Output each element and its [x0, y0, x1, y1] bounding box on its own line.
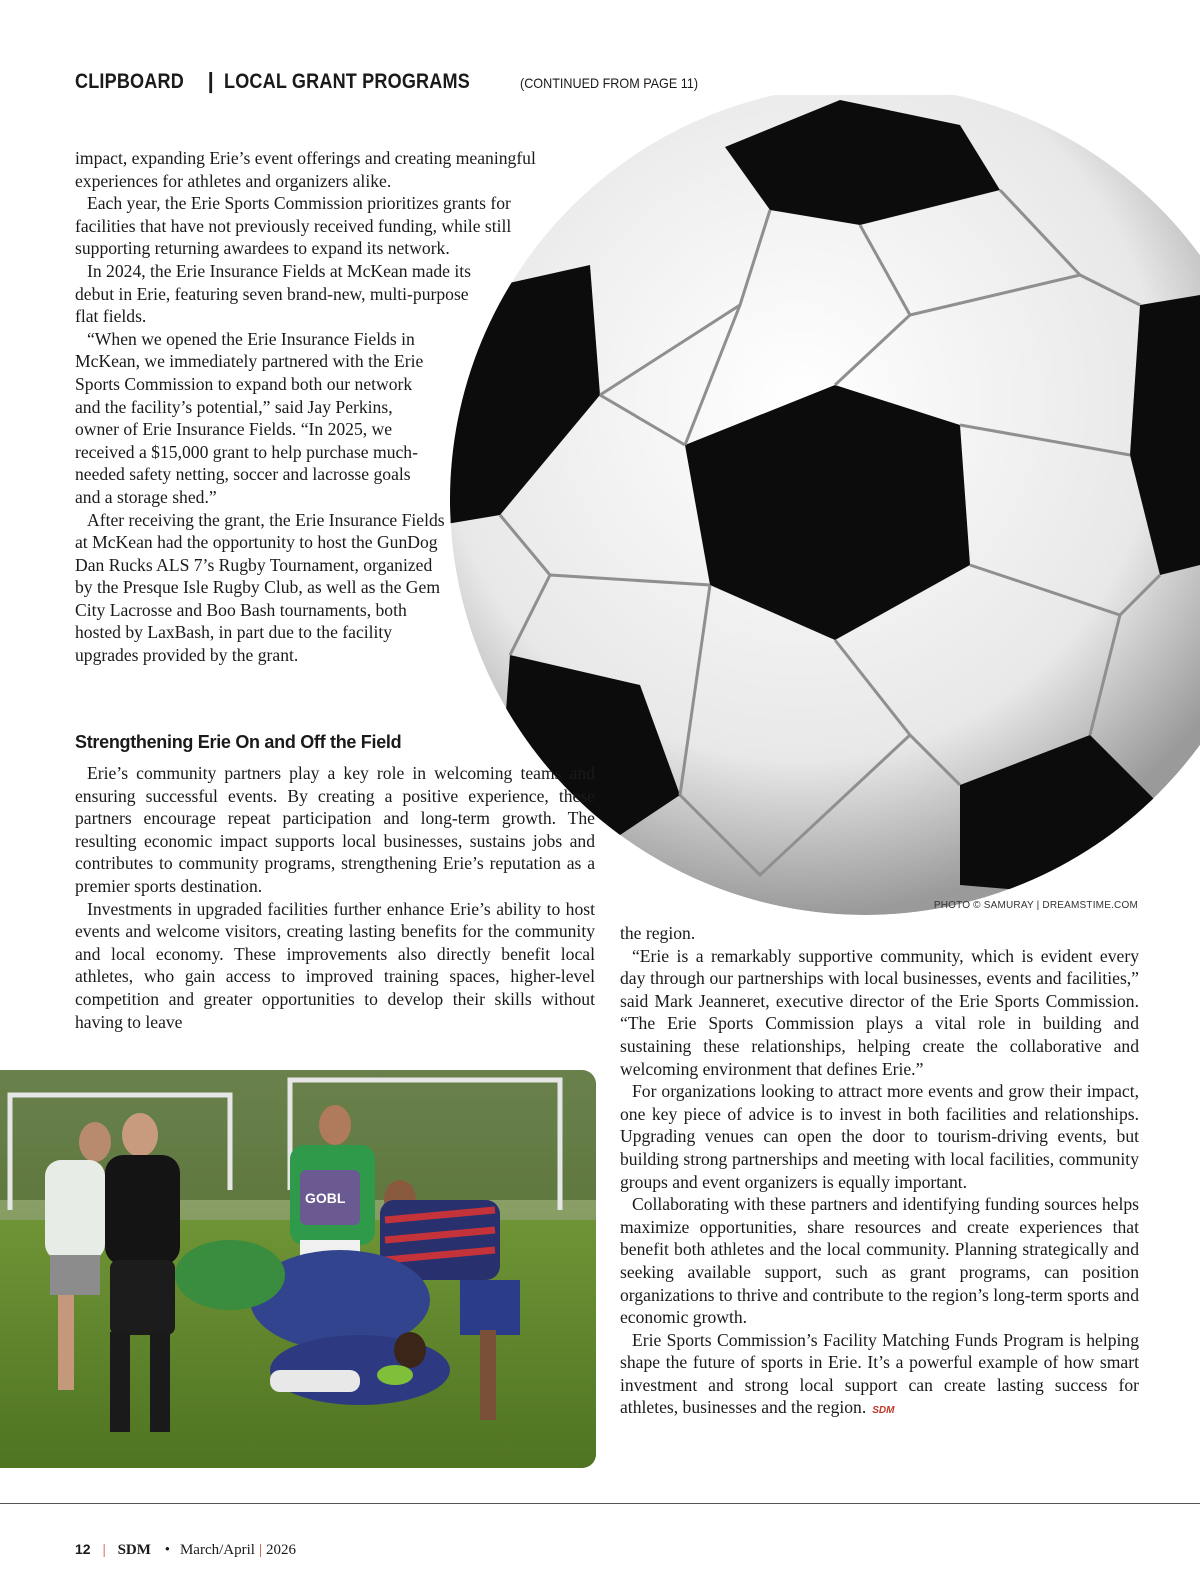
paragraph: “Erie is a remarkably supportive community, which is evident every day through our partnerships with local businesses, events and facilities,” said Mark Jeanneret, executive director of the Erie Sports Commission. “The Erie Sports Commission plays a vital role in building and sustaining these relationships, helping create the collaborative and welcoming environment that defines Erie.”: [620, 945, 1139, 1079]
paragraph: the region.: [620, 923, 696, 943]
running-header: [75, 68, 718, 94]
footer-separator: |: [102, 1542, 106, 1558]
paragraph: Investments in upgraded facilities further enhance Erie’s ability to host events and welcome visitors, creating lasting benefits for the community and local economy. These improvements also directly benefit local athletes, who gain access to improved training spaces, higher-level competition and greater opportunities to develop their skills without having to leave: [75, 898, 595, 1032]
paragraph: Each year, the Erie Sports Commission prioritizes grants for facilities that have not previously received funding, while still supporting returning awardees to expand its network.: [75, 193, 512, 259]
left-column-top: [75, 147, 595, 667]
footer-rule: [0, 1503, 1200, 1504]
paragraph: “When we opened the Erie Insurance Fields in McKean, we immediately partnered with the Erie Sports Commission to expand both our network and the facility’s potential,” said Jay Perkins, owner of Erie Insurance Fields. “In 2025, we received a $15,000 grant to help purchase much-needed safety netting, soccer and lacrosse goals and a storage shed.”: [75, 328, 424, 507]
paragraph-text: Erie Sports Commission’s Facility Matching Funds Program is helping shape the future of sports in Erie. It’s a powerful example of how smart investment and strong local support can create lasting success for athletes, businesses and the region.: [620, 1329, 1139, 1418]
left-column-bottom: [75, 762, 595, 1033]
end-mark: SDM: [872, 1405, 895, 1417]
paragraph: After receiving the grant, the Erie Insurance Fields at McKean had the opportunity to host the GunDog Dan Rucks ALS 7’s Rugby Tournament, organized by the Presque Isle Rugby Club, as well as the Gem City Lacrosse and Boo Bash tournaments, both hosted by LaxBash, in part due to the facility upgrades provided by the grant.: [75, 509, 445, 666]
paragraph: Collaborating with these partners and identifying funding sources helps maximize opportunities, share resources and create experiences that benefit both athletes and the local community. Planning strategically and seeking available support, such as grant programs, can position organizations to thrive and contribute to the region’s long-term sports and economic growth.: [620, 1194, 1139, 1328]
topic-label: LOCAL GRANT PROGRAMS: [223, 70, 470, 93]
page-footer: [75, 1541, 296, 1559]
photo-credit: PHOTO © SAMURAY | DREAMSTIME.COM: [933, 900, 1138, 911]
section-label: CLIPBOARD: [75, 70, 184, 93]
paragraph: For organizations looking to attract more events and grow their impact, one key piece of advice is to invest in both facilities and relationships. Upgrading venues can open the door to tourism-driving events, but building strong partnerships and meeting with local facilities, community groups and event organizers is equally important.: [620, 1081, 1139, 1192]
continued-note: (CONTINUED FROM PAGE 11): [519, 75, 698, 91]
rugby-scene: [0, 1070, 596, 1468]
magazine-name: SDM: [117, 1542, 151, 1558]
header-separator: |: [207, 68, 214, 93]
paragraph: Erie’s community partners play a key role in welcoming teams and ensuring successful events. By creating a positive experience, these partners encourage repeat participation and long-term growth. The resulting economic impact supports local businesses, sustains jobs and contributes to community programs, strengthening Erie’s reputation as a premier sports destination.: [75, 763, 595, 896]
footer-bullet: •: [164, 1542, 170, 1558]
paragraph: In 2024, the Erie Insurance Fields at McKean made its debut in Erie, featuring seven brand-new, multi-purpose flat fields.: [75, 260, 472, 327]
right-column: [620, 922, 1139, 1423]
issue-month: March/April: [179, 1542, 255, 1558]
paragraph: impact, expanding Erie’s event offerings and creating meaningful experiences for athletes and organizers alike.: [75, 148, 536, 191]
issue-year: 2026: [265, 1542, 296, 1558]
rugby-photo: [0, 1070, 596, 1468]
section-subhead: Strengthening Erie On and Off the Field: [75, 732, 402, 752]
jersey-text: GOBL: [305, 1190, 346, 1206]
page-number: 12: [75, 1541, 91, 1557]
paragraph: [620, 1329, 1139, 1423]
footer-separator-2: |: [258, 1542, 262, 1558]
